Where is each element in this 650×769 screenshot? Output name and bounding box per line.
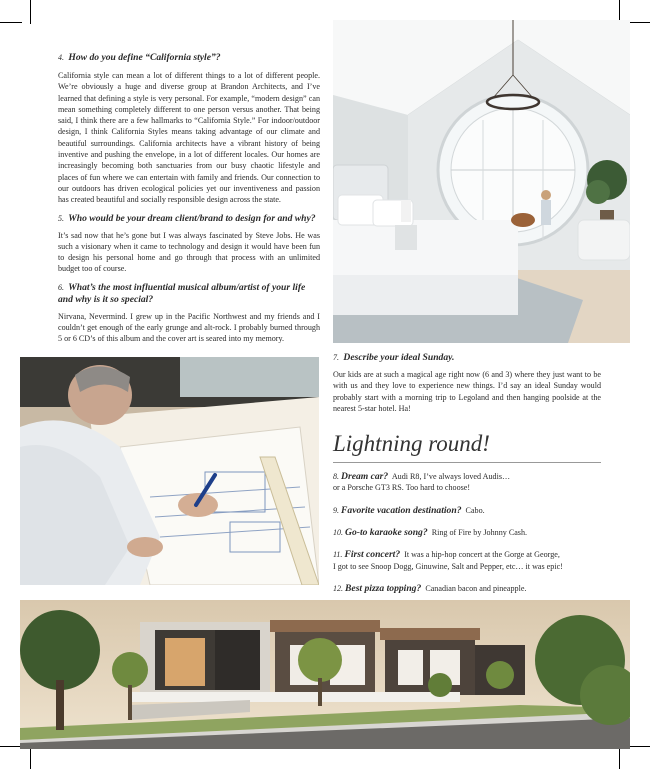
lightning-item-9: 9. Favorite vacation destination? Cabo. [333,504,485,516]
house-exterior-photo [20,600,630,749]
question-4: 4. How do you define “California style”? [58,52,221,63]
architect-photo [20,357,319,585]
left-column [58,52,320,345]
question-5: 5. Who would be your dream client/brand to design for and why? [58,212,316,224]
lightning-item-12: 12. Best pizza topping? Canadian bacon and pineapple. [333,582,527,594]
house-illustration [20,600,630,749]
architect-illustration [20,357,319,585]
lightning-item-11: 11. First concert? It was a hip-hop concert at the Gorge at George, I got to see Snoop Dogg, Ginuwine, Salt and Pepper, etc… it was epic! [333,549,563,571]
bedroom-photo [333,20,630,343]
bedroom-illustration [333,20,630,343]
lightning-item-10: 10. Go-to karaoke song? Ring of Fire by Johnny Cash. [333,527,528,539]
lightning-item-8: 8. Dream car? Audi R8, I’ve always loved Audis… or a Porsche GT3 RS. Too hard to choose! [333,471,511,493]
answer-7: Our kids are at such a magical age right now (6 and 3) where they just want to be with us and they love to experience new things. I’d say an ideal Sunday would probably start with a morning trip to Legoland and then hanging poolside at the nearest 5-star hotel. Ha! [333,370,601,413]
divider [333,462,601,463]
lightning-round-title: Lightning round! [333,431,490,457]
answer-5: It’s sad now that he’s gone but I was always fascinated by Steve Jobs. He was such a visionary when it came to technology and design it would have been fun to design his personal home and go through that process with an unlimited budget too of course. [58,230,320,274]
question-6: 6. What’s the most influential musical album/artist of your life and why is it so special? [58,281,306,305]
question-7: 7. Describe your ideal Sunday. [333,352,455,363]
answer-4: California style can mean a lot of different things to a lot of different people. We’re obviously a huge and diverse group at Brandon Architects, and I’ve learned that defining a style is very personal. For example, “modern design” can mean something completely different to one person versus another. That being said, I think there are a few hallmarks to “California Style.” For indoor/outdoor design, I think California Styles means taking advantage of our climate and beautiful surroundings. California architects have a vibrant history of being inventive and pushing the envelope, in a lot of different locales. Our homes are increasingly becoming both sanctuaries from our busy chaotic lifestyle and places of fun where we can entertain with family and friends. Our connection to our outdoors has driven ecological policies yet our inventiveness and passion has created beautiful and socially responsible design across the state. [58,71,320,205]
right-column [333,352,601,605]
answer-6: Nirvana, Nevermind. I grew up in the Pacific Northwest and my friends and I couldn’t get enough of the early grunge and alt-rock. I probably burned through 5 or 6 CD’s of this album and the cover art is seared into my memory. [58,311,320,344]
